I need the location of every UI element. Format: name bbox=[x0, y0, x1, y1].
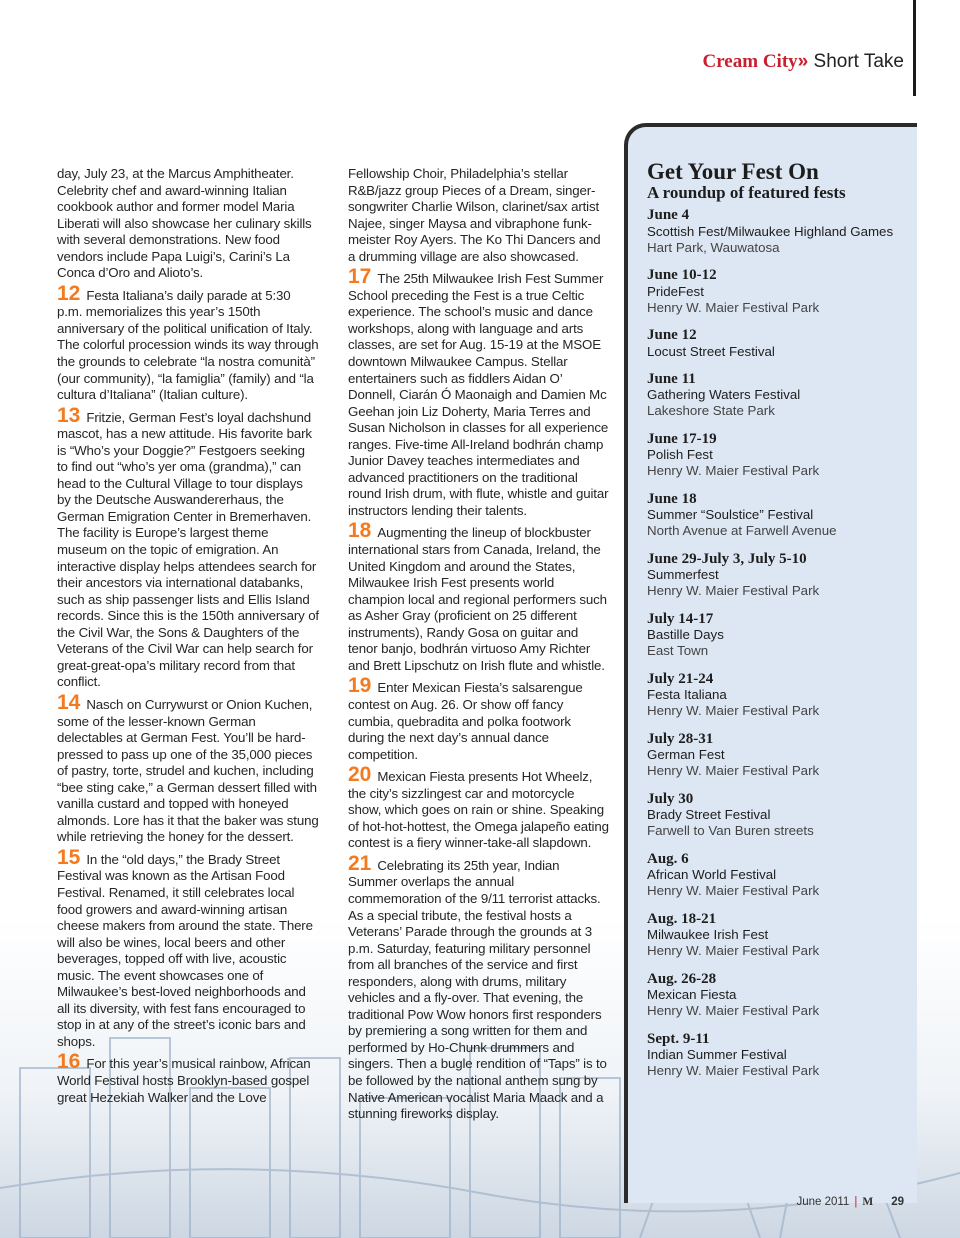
paragraph-text: For this year’s musical rainbow, African World Festival hosts Brooklyn-based gospel great Hezekiah Walker and the Love bbox=[57, 1056, 311, 1105]
fest-location: Henry W. Maier Festival Park bbox=[647, 463, 820, 478]
item-number: 12 bbox=[57, 281, 81, 305]
fest-item bbox=[647, 851, 909, 900]
item-number: 13 bbox=[57, 403, 81, 427]
footer-divider: | bbox=[854, 1196, 858, 1208]
fest-name: African World Festival bbox=[647, 867, 777, 882]
paragraph-text: Festa Italiana’s daily parade at 5:30 p.m. memorializes this year’s 150th anniversary of the political unification of Italy. The colorful procession winds its way through the grounds to celebrate “la nostra comunità” (our community), “la famiglia” (family) and “la cultura d’Italiana” (Italian culture). bbox=[57, 287, 319, 403]
fest-location: Henry W. Maier Festival Park bbox=[647, 299, 820, 315]
paragraph-text: Fritzie, German Fest’s loyal dachshund mascot, has a new attitude. His favorite bark is “Who’s your Doggie?” Festgoers seeking to find out “who’s yer oma (grandma),” can head to the Cultural Village to tour displays by the Deutsche Auswandererhaus, the German Emigration Center in Bremerhaven. The facility is Europe’s largest theme museum on the topic of emigration. An interactive display helps attendees search for their ancestors via international databanks, such as ship passenger lists and Ellis Island records. Since this is the 150th anniversary of the Civil War, the Sons & Daughters of the Veterans of the Civil War can help search for great-great-opa’s military record from that conflict. bbox=[57, 409, 319, 690]
fest-location: Henry W. Maier Festival Park bbox=[647, 1003, 820, 1018]
paragraph-text: day, July 23, at the Marcus Amphitheater. Celebrity chef and award-winning Italian cookbook author and former model Maria Liberati will also showcase her culinary skills with several demonstrations. New food vendors include Papa Luigi’s, Carini’s La Conca d’Oro and Alioto’s. bbox=[57, 166, 312, 281]
item-number: 20 bbox=[348, 763, 372, 787]
article-paragraph bbox=[57, 690, 319, 846]
item-number: 17 bbox=[348, 265, 372, 289]
article-paragraph bbox=[57, 166, 319, 282]
fest-date: June 11 bbox=[647, 370, 696, 387]
item-number: 14 bbox=[57, 690, 81, 714]
fest-item bbox=[647, 731, 909, 780]
fest-name: Polish Fest bbox=[647, 447, 713, 462]
sidebar-title: Get Your Fest On bbox=[647, 159, 819, 184]
fest-location: Henry W. Maier Festival Park bbox=[647, 703, 820, 718]
fest-name: PrideFest bbox=[647, 283, 704, 299]
paragraph-text: Enter Mexican Fiesta’s salsarengue contest on Aug. 26. Or show off fancy cumbia, quebradita and polka footwork during the next day’s annual dance competition. bbox=[348, 680, 583, 762]
sidebar-subtitle: A roundup of featured fests bbox=[647, 183, 846, 202]
fest-item bbox=[647, 1031, 909, 1080]
paragraph-text: Fellowship Choir, Philadelphia’s stellar R&B/jazz group Pieces of a Dream, singer-songwriter Charlie Wilson, clarinet/sax artist Najee, singer Maysa and vibraphone funk-meister Roy Ayers. The Ko Thi Dancers and a drumming village are also showcased. bbox=[348, 166, 601, 264]
fest-item bbox=[647, 327, 909, 360]
paragraph-text: The 25th Milwaukee Irish Fest Summer School preceding the Fest is a true Celtic experience. The school’s music and dance workshops, along with language and arts classes, are set for Aug. 15-19 at the MSOE downtown Milwaukee Campus. Stellar entertainers such as fiddlers Aidan O’ Donnell, Ciarán Ó Maonaigh and Damien Mc Geehan join Liz Doherty, Maria Terres and Susan Nicholson in classes for all experience ranges. Five-time All-Ireland bodhrán champ Junior Davey teaches intermediates and advanced practitioners on the traditional round Irish drum, with flute, whistle and guitar instructors lending their talents. bbox=[348, 271, 609, 518]
fest-name: Festa Italiana bbox=[647, 687, 727, 702]
fest-date: June 12 bbox=[647, 327, 697, 343]
fest-location: Lakeshore State Park bbox=[647, 403, 775, 418]
fest-item bbox=[647, 671, 909, 720]
fest-location: North Avenue at Farwell Avenue bbox=[647, 523, 837, 538]
article-paragraph bbox=[57, 845, 319, 1051]
fest-date: Sept. 9-11 bbox=[647, 1030, 710, 1047]
item-number: 16 bbox=[57, 1050, 81, 1074]
article-paragraph bbox=[57, 403, 319, 691]
item-number: 19 bbox=[348, 674, 372, 698]
paragraph-text: Celebrating its 25th year, Indian Summer overlaps the annual commemoration of the 9/11 terrorist attacks. As a special tribute, the festival hosts a Veterans’ Parade through the grounds at 3 p.m. Saturday, featuring military personnel from all branches of the service and first responders, along with drums, military vehicles and a fly-over. That evening, the traditional Pow Wow honors first responders by premiering a song written for them and performed by Ho-Chunk drummers and singers. Then a bugle rendition of “Taps” is to be followed by the national anthem sung by Native American vocalist Maria Maack and a stunning fireworks display. bbox=[348, 857, 607, 1122]
fest-location: Henry W. Maier Festival Park bbox=[647, 1063, 820, 1078]
header-rule bbox=[913, 0, 916, 96]
sidebar-content bbox=[647, 160, 909, 1091]
fest-date: July 28-31 bbox=[647, 730, 714, 747]
fest-location: Henry W. Maier Festival Park bbox=[647, 583, 820, 598]
fest-date: June 4 bbox=[647, 207, 690, 223]
page-footer bbox=[796, 1196, 904, 1208]
fest-location: Farwell to Van Buren streets bbox=[647, 823, 814, 838]
issue-date: June 2011 bbox=[796, 1196, 850, 1208]
section-header bbox=[703, 51, 905, 73]
fest-name: Milwaukee Irish Fest bbox=[647, 927, 769, 942]
fest-location: Henry W. Maier Festival Park bbox=[647, 883, 820, 898]
brand-name: Cream City bbox=[702, 51, 798, 72]
fest-item bbox=[647, 791, 909, 840]
fest-name: Summer “Soulstice” Festival bbox=[647, 507, 814, 522]
paragraph-text: Augmenting the lineup of blockbuster international stars from Canada, Ireland, the United Kingdom and around the States, Milwaukee Irish Fest presents world champion local and regional performers such as Asher Gray (proficient on 25 different instruments), Randy Gosa on guitar and tenor banjo, bodhrán virtuoso Amy Richter and Brett Lipschutz on Irish flute and whistle. bbox=[348, 525, 607, 673]
fest-location: Henry W. Maier Festival Park bbox=[647, 763, 820, 778]
article-paragraph bbox=[348, 519, 610, 674]
article-paragraph bbox=[348, 851, 610, 1123]
fest-name: Summerfest bbox=[647, 567, 719, 582]
fest-list bbox=[647, 207, 909, 1080]
paragraph-text: Mexican Fiesta presents Hot Wheelz, the city’s sizzlingest car and motorcycle show, which goes on rain or shine. Speaking of hot-hot-hottest, the Omega jalapeño eating contest is a fiery winner-take-all slapdown. bbox=[348, 769, 609, 851]
fest-date: July 14-17 bbox=[647, 610, 714, 627]
fest-name: German Fest bbox=[647, 747, 725, 762]
section-name: Short Take bbox=[813, 51, 904, 72]
article-paragraph bbox=[348, 763, 610, 852]
article-column-2 bbox=[348, 166, 610, 1127]
fest-location: East Town bbox=[647, 643, 709, 658]
article-paragraph bbox=[348, 674, 610, 763]
fest-item bbox=[647, 371, 909, 420]
item-number: 15 bbox=[57, 845, 81, 869]
fest-item bbox=[647, 971, 909, 1020]
fest-date: June 18 bbox=[647, 490, 697, 507]
paragraph-text: In the “old days,” the Brady Street Festival was known as the Artisan Food Festival. Renamed, it still celebrates local food growers and award-winning artisan cheese makers from around the state. There will also be wines, local beers and other beverages, topped off with live, acoustic music. The event showcases one of Milwaukee’s best-loved neighborhoods and all its diversity, with fest fans encouraged to stop in at any of the street’s iconic bars and shops. bbox=[57, 851, 313, 1049]
article-column-1 bbox=[57, 166, 319, 1110]
fest-location: Hart Park, Wauwatosa bbox=[647, 239, 780, 255]
fest-item bbox=[647, 491, 909, 540]
fest-sidebar bbox=[624, 123, 917, 1203]
fest-item bbox=[647, 431, 909, 480]
article-paragraph bbox=[57, 281, 319, 404]
paragraph-text: Nasch on Currywurst or Onion Kuchen, some of the lesser-known German delectables at German Fest. You’ll be hard-pressed to pass up one of the 35,000 pieces of pastry, torte, strudel and kuchen, including “bee sting cake,” a German dessert filled with vanilla custard and topped with honeyed almonds. Lore has it that the baker was stung while retrieving the honey for the dessert. bbox=[57, 696, 319, 845]
fest-date: July 30 bbox=[647, 790, 694, 807]
fest-name: Mexican Fiesta bbox=[647, 987, 737, 1002]
fest-date: Aug. 18-21 bbox=[647, 910, 717, 927]
item-number: 21 bbox=[348, 851, 372, 875]
fest-date: Aug. 26-28 bbox=[647, 970, 717, 987]
fest-name: Scottish Fest/Milwaukee Highland Games bbox=[647, 223, 894, 239]
article-paragraph bbox=[57, 1050, 319, 1106]
header-separator: » bbox=[797, 51, 809, 72]
fest-date: June 29-July 3, July 5-10 bbox=[647, 550, 807, 567]
fest-date: July 21-24 bbox=[647, 670, 714, 687]
magazine-mark: M bbox=[862, 1196, 874, 1208]
fest-item bbox=[647, 611, 909, 660]
fest-date: June 17-19 bbox=[647, 430, 717, 447]
fest-date: June 10-12 bbox=[647, 267, 717, 283]
fest-name: Locust Street Festival bbox=[647, 343, 775, 359]
fest-item bbox=[647, 207, 909, 256]
fest-name: Brady Street Festival bbox=[647, 807, 771, 822]
fest-date: Aug. 6 bbox=[647, 850, 689, 867]
page-number: 29 bbox=[891, 1196, 904, 1208]
fest-item bbox=[647, 267, 909, 316]
fest-name: Indian Summer Festival bbox=[647, 1047, 787, 1062]
article-paragraph bbox=[348, 166, 610, 265]
fest-item bbox=[647, 551, 909, 600]
fest-name: Bastille Days bbox=[647, 627, 724, 642]
fest-name: Gathering Waters Festival bbox=[647, 387, 801, 402]
fest-item bbox=[647, 911, 909, 960]
article-paragraph bbox=[348, 265, 610, 519]
fest-location: Henry W. Maier Festival Park bbox=[647, 943, 820, 958]
item-number: 18 bbox=[348, 519, 372, 543]
